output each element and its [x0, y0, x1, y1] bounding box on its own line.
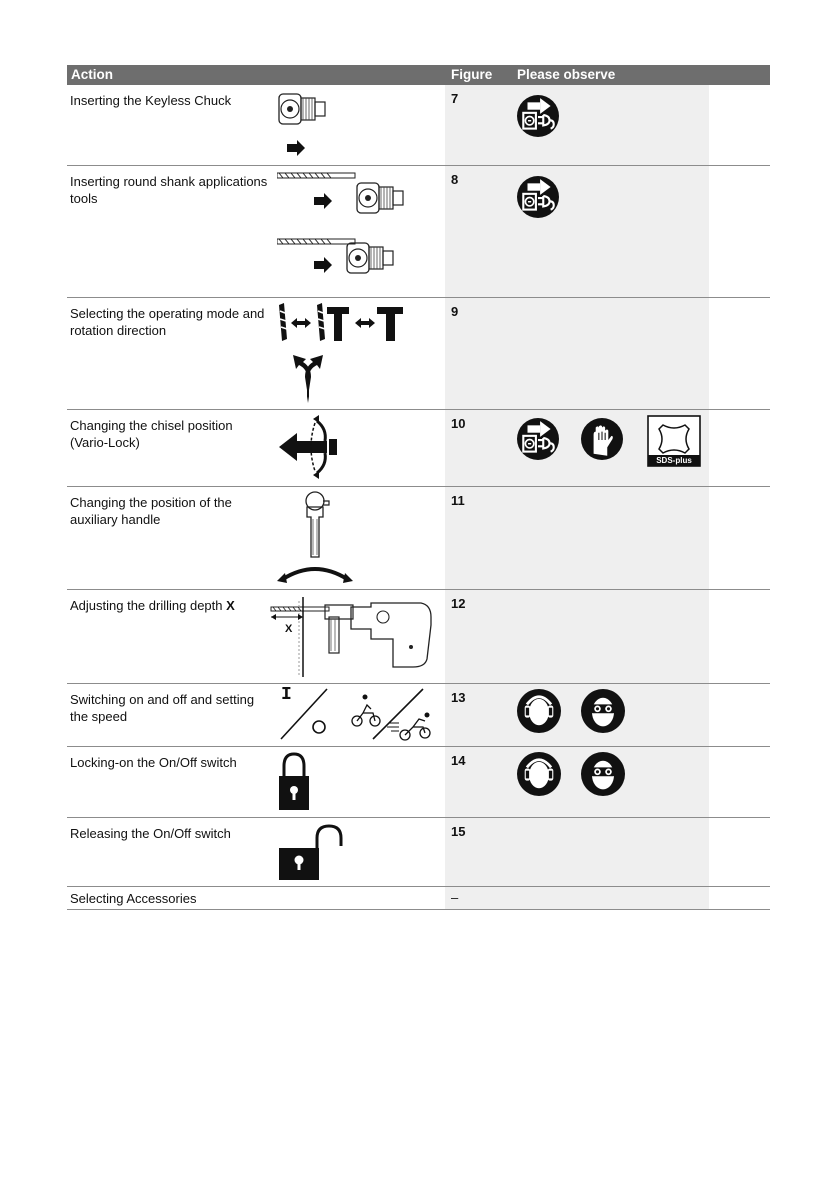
- figure-number: 10: [451, 416, 466, 431]
- eye-protection-icon: [581, 689, 625, 733]
- on-off-speed-icon: [277, 687, 447, 743]
- table-row: [67, 684, 770, 747]
- action-text: [70, 597, 270, 614]
- table-row: [67, 166, 770, 298]
- table-row: [67, 590, 770, 684]
- action-text: Selecting the operating mode and rotation direction: [70, 306, 265, 338]
- table-row: [67, 410, 770, 487]
- eye-protection-icon: [581, 752, 625, 796]
- figure-number: 8: [451, 172, 459, 187]
- sds-plus-icon: [647, 415, 701, 467]
- header-figure: Figure: [451, 67, 493, 82]
- action-label: Adjusting the drilling depth: [70, 598, 223, 613]
- table-header: [67, 65, 770, 85]
- unplug-icon: [517, 95, 559, 137]
- figure-number: 7: [451, 91, 459, 106]
- figure-number: –: [451, 890, 459, 905]
- unplug-icon: [517, 176, 559, 218]
- figure-number: 9: [451, 304, 459, 319]
- table-row: [67, 747, 770, 818]
- header-action: Action: [71, 67, 113, 82]
- drill-depth-icon: [265, 595, 435, 679]
- depth-label: X: [285, 623, 293, 635]
- action-text: Locking-on the On/Off switch: [70, 755, 237, 770]
- round-shank-tool-insert-icon: [277, 171, 407, 289]
- action-text: Selecting Accessories: [70, 891, 197, 906]
- figure-number: 14: [451, 753, 466, 768]
- ear-protection-icon: [517, 689, 561, 733]
- padlock-open-icon: [277, 824, 347, 882]
- depth-variable: X: [226, 598, 235, 613]
- chisel-rotate-icon: [277, 413, 347, 481]
- table-row: [67, 818, 770, 887]
- table-row: [67, 85, 770, 166]
- sds-plus-label: SDS-plus: [656, 456, 692, 465]
- table-row: [67, 298, 770, 410]
- table-row: [67, 487, 770, 590]
- figure-number: 11: [451, 493, 465, 508]
- action-text: Switching on and off and setting the speed: [70, 692, 255, 724]
- action-text: Changing the chisel position (Vario-Lock): [70, 418, 233, 450]
- table-row: [67, 887, 770, 910]
- gloves-icon: [581, 418, 623, 460]
- action-text: Releasing the On/Off switch: [70, 826, 231, 841]
- action-text: Inserting round shank applications tools: [70, 174, 268, 206]
- keyless-chuck-insert-icon: [277, 90, 357, 160]
- ear-protection-icon: [517, 752, 561, 796]
- unplug-icon: [517, 418, 559, 460]
- action-text: Inserting the Keyless Chuck: [70, 93, 232, 108]
- header-observe: Please observe: [517, 67, 616, 82]
- padlock-closed-icon: [277, 752, 311, 812]
- on-symbol: I: [281, 685, 292, 705]
- figure-number: 15: [451, 824, 466, 839]
- figure-number: 12: [451, 596, 466, 611]
- figure-number: 13: [451, 690, 466, 705]
- mode-rotation-selector-icon: [277, 303, 427, 405]
- action-text: Changing the position of the auxiliary handle: [70, 495, 232, 527]
- auxiliary-handle-icon: [277, 491, 357, 587]
